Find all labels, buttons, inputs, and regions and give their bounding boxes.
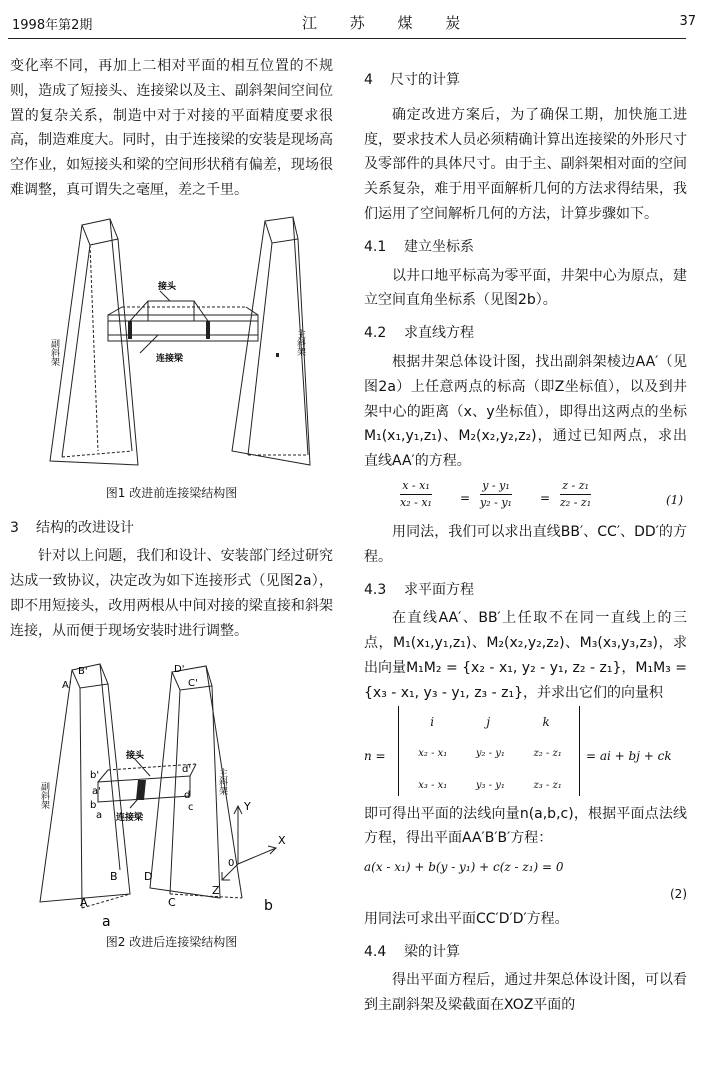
subsection-4-3-heading: [364, 578, 687, 603]
cell: x₃ - x₁: [418, 779, 448, 791]
cell: z₂ - z₁: [533, 747, 562, 759]
issue-label: 1998年第2期: [12, 18, 93, 33]
determinant-row-3: [404, 774, 576, 799]
label-c-prime: C': [188, 677, 198, 689]
fraction-x: [400, 478, 432, 511]
cell: y₂ - y₁: [475, 747, 505, 759]
left-column: [10, 54, 333, 964]
equation-2: a(x - x₁) + b(y - y₁) + c(z - z₁) = 0: [364, 860, 564, 875]
right-column: [364, 54, 687, 1018]
paragraph: 用同法，我们可以求出直线BB′、CC′、DD′的方程。: [364, 523, 687, 565]
label-b: b: [90, 799, 97, 811]
label-b1: b': [90, 769, 100, 781]
paragraph: 得出平面方程后，通过井架总体设计图，可以看到主副斜架及梁截面在XOZ平面的: [364, 972, 687, 1014]
label-a-prime: A': [62, 679, 72, 691]
header-rule: [8, 38, 686, 39]
subsection-4-1-heading: [364, 235, 687, 260]
determinant-row-2: [404, 742, 576, 767]
fig2-left-label: 副斜架: [39, 781, 49, 809]
denominator: z₂ - z₁: [560, 495, 592, 509]
figure-1: [10, 211, 333, 479]
fraction-z: [560, 478, 591, 511]
cell: i: [430, 714, 435, 729]
denominator: x₂ - x₁: [400, 495, 432, 509]
fig1-right-label: 主斜架: [295, 328, 305, 356]
axis-y-label: Y: [244, 799, 251, 813]
paragraph: 用同法可求出平面CC′D′D′方程。: [364, 910, 569, 927]
subsection-number: 4.1: [364, 238, 387, 255]
subsection-title: 梁的计算: [404, 943, 460, 960]
determinant-rhs: = ai + bj + ck: [586, 748, 672, 763]
determinant-row-1: [404, 710, 576, 735]
paragraph: 变化率不同，再加上二相对平面的相互位置的不规则，造成了短接头、连接梁以及主、副斜架间空间位置的复杂关系，制造中对于对接的平面精度要求很高，制造难度大。同时，由于连接梁的安装是现场高空作业，如短接头和梁的空间形状稍有偏差，现场很难调整，真可谓失之毫厘，差之千里。: [10, 58, 333, 198]
subfigure-a-label: a: [102, 913, 111, 928]
axis-x-label: X: [278, 833, 286, 847]
subsection-number: 4.4: [364, 943, 387, 960]
fig1-joint-label: 接头: [158, 281, 177, 292]
label-d: d: [184, 789, 191, 801]
cell: k: [542, 714, 550, 729]
fraction-y: [480, 478, 512, 511]
numerator: y - y₁: [480, 478, 512, 495]
label-b-prime: B': [78, 665, 88, 677]
subsection-4-4-heading: [364, 940, 687, 965]
equation-number: (1): [666, 492, 683, 507]
axis-z-label: Z: [212, 883, 220, 897]
page-header: [12, 10, 696, 34]
section-title: 结构的改进设计: [36, 519, 134, 536]
label-a: a: [96, 809, 103, 821]
equation-1: $\frac{\text{x - x₁}}{\text{x₂ - x₁}}$ = $\frac{\text{y - y₁}}{\text{y₂ - y₁}}$ = $\frac{\text{z - z₁}}{\text{z₂ - z₁}}$ (1): [364, 474, 687, 520]
fig1-beam-label: 连接梁: [156, 353, 184, 364]
section-4-heading: [364, 68, 687, 93]
figure-1-drawing: [10, 211, 333, 479]
determinant-lhs: n =: [364, 748, 386, 763]
fig1-left-label: 副斜架: [49, 338, 59, 366]
subsection-title: 建立坐标系: [404, 238, 474, 255]
section-number: 4: [364, 72, 373, 88]
cell: x₂ - x₁: [418, 747, 448, 759]
section-3-heading: [10, 516, 333, 541]
paragraph: 即可得出平面的法线向量n(a,b,c)，根据平面点法线方程，得出平面AA′B′B′方程：: [364, 805, 687, 847]
figure-2-caption: 图2 改进后连接梁结构图: [105, 934, 238, 949]
numerator: z - z₁: [560, 478, 591, 495]
paragraph: 根据井架总体设计图，找出副斜架棱边AA′（见图2a）上任意两点的标高（即Z坐标值），以及到井架中心的距离（x、y坐标值），即得出这两点的坐标M₁(x₁,y₁,z₁)、M₂(x₂,y₂,z₂)，通过已知两点，求出直线AA′的方程。: [364, 353, 687, 470]
label-d-prime: D': [174, 663, 185, 675]
cell: z₃ - z₁: [533, 779, 562, 791]
subsection-title: 求平面方程: [404, 581, 474, 598]
figure-2: [10, 658, 333, 928]
label-a1: a': [92, 785, 101, 797]
numerator: x - x₁: [400, 478, 432, 495]
subsection-title: 求直线方程: [404, 325, 474, 342]
page-number: 37: [679, 14, 696, 29]
subfigure-b-label: b: [264, 897, 273, 914]
paragraph: 针对以上问题，我们和设计、安装部门经过研究达成一致协议，决定改为如下连接形式（见图2a），即不用短接头，改用两根从中间对接的梁直接和斜架连接，从而便于现场安装时进行调整。: [10, 548, 333, 639]
label-C: C: [168, 895, 176, 909]
denominator: y₂ - y₁: [480, 495, 512, 509]
fig2-beam-label: 连接梁: [116, 812, 144, 823]
figure-1-caption: 图1 改进前连接梁结构图: [105, 485, 238, 500]
label-c: c: [188, 801, 194, 813]
fig2-right-label: 主斜架: [217, 767, 227, 795]
fig2-joint-label: 接头: [126, 750, 145, 761]
cell: j: [486, 714, 491, 729]
paragraph: 在直线AA′、BB′上任取不在同一直线上的三点，M₁(x₁,y₁,z₁)、M₂(x₂,y₂,z₂)、M₃(x₃,y₃,z₃)，求出向量M₁M₂ = {x₂ - x₁, y₂ - y₁, z₂ - z₁}，M₁M₃ = {x₃ - x₁, y₃ - y₁, z₃ - z₁}，并求出它们的向量积: [364, 610, 687, 701]
journal-title: 江 苏 煤 炭: [302, 14, 475, 32]
cell: y₃ - y₁: [475, 779, 505, 791]
section-number: 3: [10, 519, 19, 536]
section-title: 尺寸的计算: [390, 72, 460, 88]
equation-2-number: (2): [670, 886, 687, 901]
label-d1: d': [182, 763, 192, 775]
label-A: A: [80, 895, 88, 909]
label-B: B: [110, 869, 118, 883]
subsection-4-2-heading: [364, 321, 687, 346]
cross-product-determinant: [364, 706, 687, 802]
paragraph: 以井口地平标高为零平面，井架中心为原点，建立空间直角坐标系（见图2b）。: [364, 267, 687, 309]
label-D: D: [144, 869, 153, 883]
origin-label: 0: [228, 857, 235, 869]
subsection-number: 4.3: [364, 581, 387, 598]
paragraph: 确定改进方案后，为了确保工期，加快施工进度，要求技术人员必须精确计算出连接梁的外形尺寸及零部件的具体尺寸。由于主、副斜架相对面的空间关系复杂，难于用平面解析几何的方法求得结果，我们运用了空间解析几何的方法，计算步骤如下。: [364, 106, 687, 222]
figure-2-drawing: [10, 658, 333, 928]
subsection-number: 4.2: [364, 325, 387, 342]
